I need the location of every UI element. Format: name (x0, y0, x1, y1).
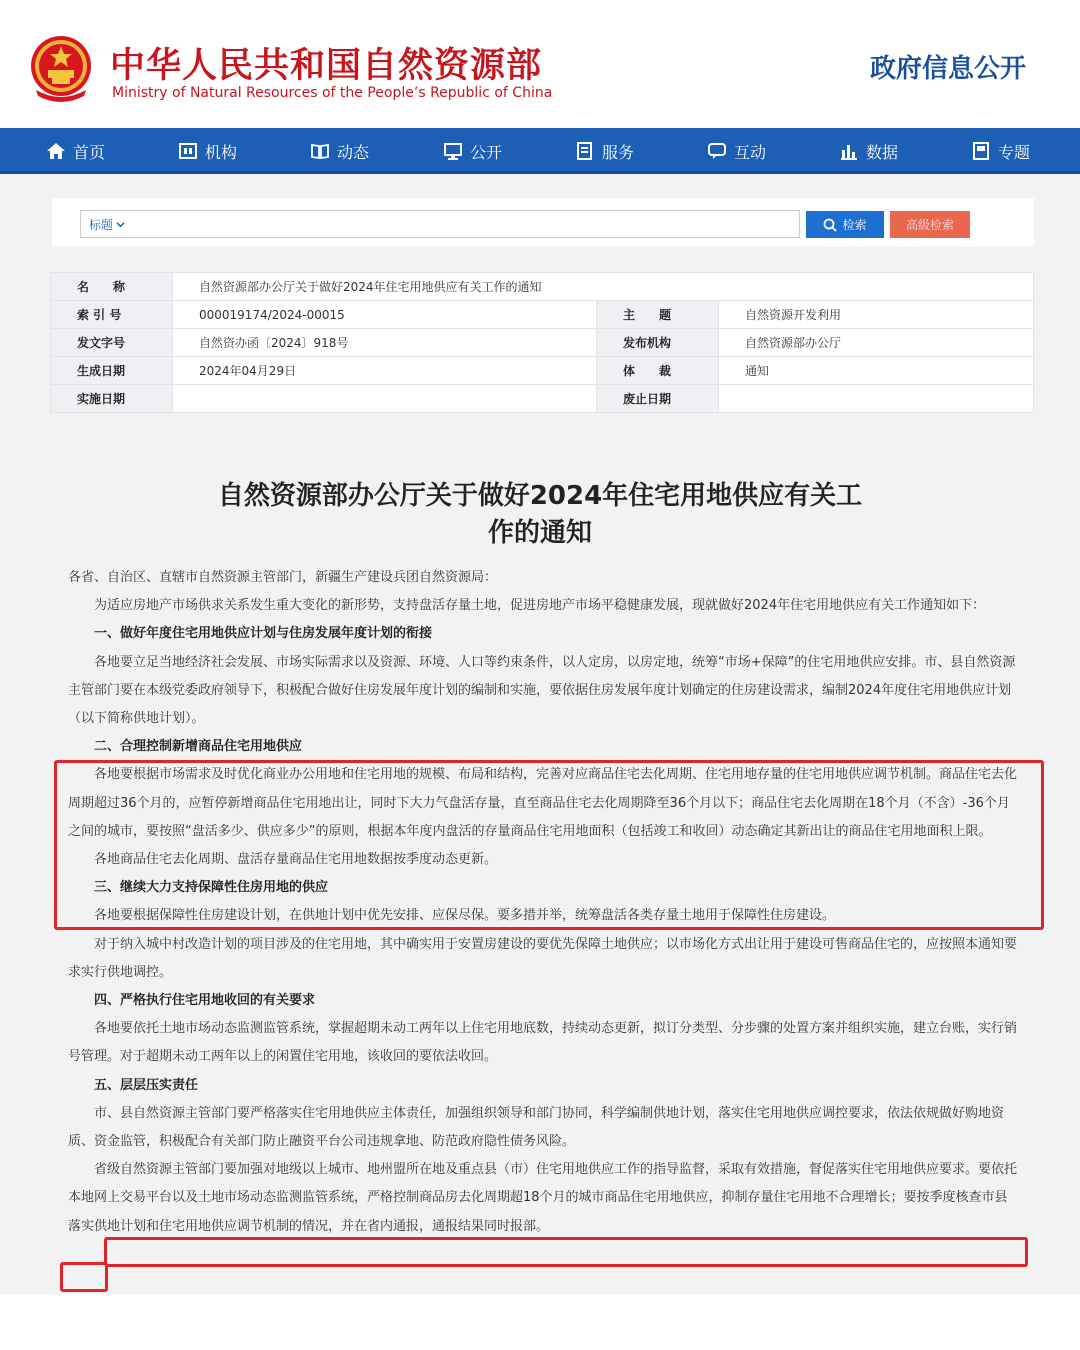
section-heading: 一、做好年度住宅用地供应计划与住房发展年度计划的衔接 (94, 626, 433, 642)
nav-item-service[interactable] (575, 128, 634, 174)
meta-doc-no-value: 自然资办函〔2024〕918号 (173, 329, 597, 357)
nav-label: 数据 (866, 142, 899, 162)
nav-label: 服务 (602, 142, 635, 162)
meta-date-value: 2024年04月29日 (173, 357, 597, 385)
highlight-box-control-supply (104, 1237, 1028, 1267)
meta-issuer-label: 发布机构 (597, 329, 719, 357)
paragraph: 省级自然资源主管部门要加强对地级以上城市、地州盟所在地及重点县（市）住宅用地供应工作的指导监督，采取有效措施，督促落实住宅用地供应要求。要依托本地网上交易平台以及土地市场动态监测监管系统，严格控制商品房去化周期超18个月的城市商品住宅用地供应，抑制存量住宅用地不合理增长；要按季度核查市县落实供地计划和住宅用地供应调节机制的情况，并在省内通报，通报结果同时报部。 (68, 1162, 1018, 1234)
site-header (0, 0, 1080, 128)
advanced-search-button[interactable]: 高级检索 (890, 211, 970, 238)
nav-item-topic[interactable] (971, 128, 1030, 174)
service-icon (575, 141, 595, 161)
recipients: 各省、自治区、直辖市自然资源主管部门，新疆生产建设兵团自然资源局： (68, 570, 498, 585)
meta-effective-label: 实施日期 (51, 385, 173, 413)
meta-issuer-value: 自然资源部办公厅 (719, 329, 1034, 357)
document-title-line: 作的通知 (487, 518, 592, 548)
nav-item-data[interactable] (839, 128, 898, 174)
meta-index-label: 索 引 号 (51, 301, 173, 329)
table-row (51, 329, 1034, 357)
topic-icon (971, 141, 991, 161)
search-field-label: 标题 (89, 218, 114, 232)
nav-label: 机构 (205, 142, 238, 162)
disclosure-icon (443, 141, 463, 161)
paragraph: 对于纳入城中村改造计划的项目涉及的住宅用地，其中确实用于安置房建设的要优先保障土地供应；以市场化方式出让用于建设可售商品住宅的，应按照本通知要求实行供地调控。 (68, 936, 1018, 980)
table-row (51, 273, 1034, 301)
highlight-box-section-2 (54, 760, 1044, 930)
org-icon (178, 141, 198, 161)
table-row (51, 301, 1034, 329)
search-field-select[interactable] (89, 216, 125, 233)
gov-info-disclosure-link[interactable]: 政府信息公开 (869, 54, 1026, 84)
document-meta-table (50, 272, 1034, 413)
section-heading: 五、层层压实责任 (94, 1077, 199, 1093)
nav-item-news[interactable] (310, 128, 369, 174)
meta-abolish-label: 废止日期 (597, 385, 719, 413)
national-emblem-icon (26, 32, 96, 106)
table-row (51, 385, 1034, 413)
nav-label: 动态 (337, 142, 370, 162)
highlight-box-growth (60, 1262, 108, 1292)
chevron-down-icon (116, 220, 125, 229)
section-heading: 三、继续大力支持保障性住房用地的供应 (94, 880, 329, 896)
meta-genre-value: 通知 (719, 357, 1034, 385)
news-icon (310, 141, 330, 161)
meta-date-label: 生成日期 (51, 357, 173, 385)
document-title-line: 自然资源部办公厅关于做好2024年住宅用地供应有关工 (217, 481, 863, 511)
meta-genre-label: 体 裁 (597, 357, 719, 385)
section-heading: 四、严格执行住宅用地收回的有关要求 (94, 993, 316, 1009)
table-row (51, 357, 1034, 385)
nav-label: 首页 (73, 142, 106, 162)
main-nav (0, 128, 1080, 174)
meta-effective-value (173, 385, 597, 413)
meta-doc-no-label: 发文字号 (51, 329, 173, 357)
page-bottom (0, 1294, 1080, 1350)
section-heading: 二、合理控制新增商品住宅用地供应 (94, 739, 303, 755)
paragraph: 各地要立足当地经济社会发展、市场实际需求以及资源、环境、人口等约束条件，以人定房，以房定地，统筹“市场+保障”的住宅用地供应安排。市、县自然资源主管部门要在本级党委政府领导下，积极配合做好住房发展年度计划的编制和实施，要依据住房发展年度计划确定的住房建设需求，编制2024年度住宅用地供应计划（以下简称供地计划）。 (68, 654, 1016, 727)
paragraph: 各地要根据保障性住房建设计划，在供地计划中优先安排、应保尽保。要多措并举，统筹盘活各类存量土地用于保障性住房建设。 (94, 908, 836, 924)
paragraph: 各地要依托土地市场动态监测监管系统，掌握超期未动工两年以上住宅用地底数，持续动态更新，拟订分类型、分步骤的处置方案并组织实施，建立台账，实行销号管理。对于超期未动工两年以上的闲置住宅用地，该收回的要依法收回。 (68, 1021, 1018, 1065)
nav-label: 专题 (998, 142, 1031, 162)
site-title: 中华人民共和国自然资源部 (110, 46, 543, 86)
home-icon (46, 141, 66, 161)
paragraph: 为适应房地产市场供求关系发生重大变化的新形势，支持盘活存量土地，促进房地产市场平稳健康发展，现就做好2024年住宅用地供应有关工作通知如下： (94, 598, 986, 614)
document-title (150, 478, 930, 552)
nav-label: 公开 (470, 142, 503, 162)
search-button-label: 检索 (842, 218, 867, 232)
nav-item-disclosure[interactable] (443, 128, 502, 174)
meta-name-label: 名 称 (51, 273, 173, 301)
paragraph: 各地商品住宅去化周期、盘活存量商品住宅用地数据按季度动态更新。 (94, 852, 498, 868)
nav-label: 互动 (734, 142, 767, 162)
search-input[interactable] (80, 210, 800, 238)
site-subtitle: Ministry of Natural Resources of the People’s Republic of China (112, 85, 553, 101)
meta-subject-value: 自然资源开发利用 (719, 301, 1034, 329)
meta-index-value: 000019174/2024-00015 (173, 301, 597, 329)
search-icon (823, 218, 837, 232)
nav-item-interaction[interactable] (707, 128, 766, 174)
chat-icon (707, 141, 727, 161)
nav-item-org[interactable] (178, 128, 237, 174)
meta-subject-label: 主 题 (597, 301, 719, 329)
meta-abolish-value (719, 385, 1034, 413)
search-button[interactable] (806, 211, 884, 238)
meta-name-value: 自然资源部办公厅关于做好2024年住宅用地供应有关工作的通知 (173, 273, 1034, 301)
chart-icon (839, 141, 859, 161)
paragraph: 各地要根据市场需求及时优化商业办公用地和住宅用地的规模、布局和结构，完善对应商品住宅去化周期、住宅用地存量的住宅用地供应调节机制。商品住宅去化周期超过36个月的，应暂停新增商品住宅用地出让，同时下大力气盘活存量，直至商品住宅去化周期降至36个月以下；商品住宅去化周期在18个月（不含）-36个月之间的城市，要按照“盘活多少、供应多少”的原则，根据本年度内盘活的存量商品住宅用地面积（包括竣工和收回）动态确定其新出让的商品住宅用地面积上限。 (68, 767, 1018, 839)
paragraph: 市、县自然资源主管部门要严格落实住宅用地供应主体责任，加强组织领导和部门协同，科学编制供地计划，落实住宅用地供应调控要求，依法依规做好购地资质、资金监管，积极配合有关部门防止融资平台公司违规拿地、防范政府隐性债务风险。 (68, 1105, 1005, 1150)
nav-item-home[interactable] (46, 128, 105, 174)
